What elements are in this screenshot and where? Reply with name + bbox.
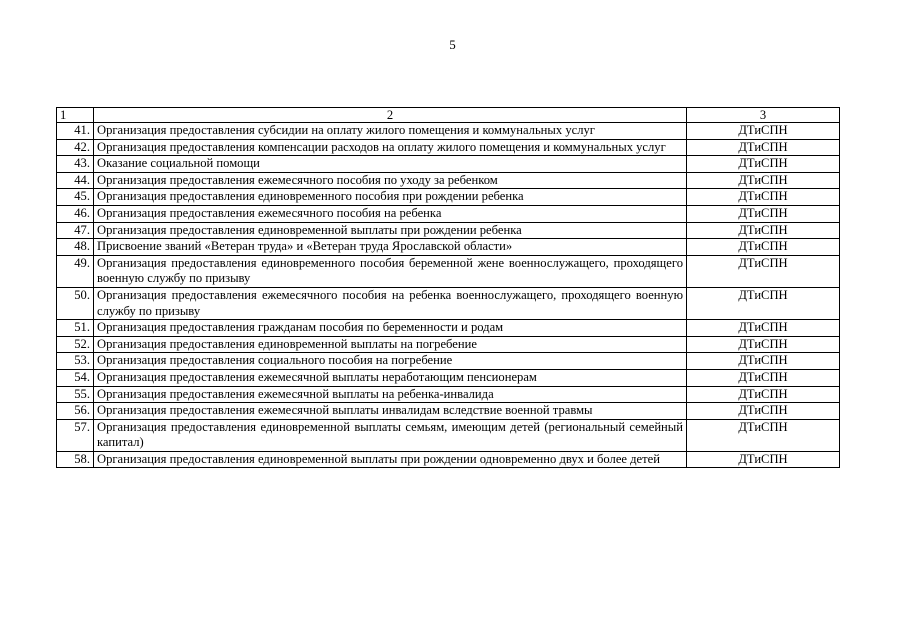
responsible-department: ДТиСПН xyxy=(687,205,840,222)
table-row xyxy=(57,403,840,420)
responsible-department: ДТиСПН xyxy=(687,255,840,287)
responsible-department: ДТиСПН xyxy=(687,403,840,420)
header-cell-number: 1 xyxy=(57,108,94,123)
responsible-department: ДТиСПН xyxy=(687,222,840,239)
service-name: Организация предоставления единовременного пособия беременной жене военнослужащего, проходящего военную службу по призыву xyxy=(94,255,687,287)
service-name: Организация предоставления гражданам пособия по беременности и родам xyxy=(94,320,687,337)
row-number: 54. xyxy=(57,369,94,386)
row-number: 52. xyxy=(57,336,94,353)
responsible-department: ДТиСПН xyxy=(687,189,840,206)
table-row xyxy=(57,123,840,140)
responsible-department: ДТиСПН xyxy=(687,123,840,140)
table-row xyxy=(57,172,840,189)
table-row xyxy=(57,205,840,222)
table-header-row xyxy=(57,108,840,123)
row-number: 46. xyxy=(57,205,94,222)
responsible-department: ДТиСПН xyxy=(687,172,840,189)
service-name: Присвоение званий «Ветеран труда» и «Ветеран труда Ярославской области» xyxy=(94,239,687,256)
row-number: 47. xyxy=(57,222,94,239)
responsible-department: ДТиСПН xyxy=(687,239,840,256)
responsible-department: ДТиСПН xyxy=(687,156,840,173)
table-row xyxy=(57,369,840,386)
table-row xyxy=(57,419,840,451)
service-name: Организация предоставления социального пособия на погребение xyxy=(94,353,687,370)
row-number: 42. xyxy=(57,139,94,156)
service-name: Организация предоставления ежемесячной выплаты неработающим пенсионерам xyxy=(94,369,687,386)
row-number: 44. xyxy=(57,172,94,189)
row-number: 49. xyxy=(57,255,94,287)
service-name: Организация предоставления ежемесячной выплаты на ребенка-инвалида xyxy=(94,386,687,403)
service-name: Организация предоставления единовременной выплаты на погребение xyxy=(94,336,687,353)
table-row xyxy=(57,255,840,287)
responsible-department: ДТиСПН xyxy=(687,369,840,386)
service-name: Организация предоставления ежемесячного пособия по уходу за ребенком xyxy=(94,172,687,189)
row-number: 45. xyxy=(57,189,94,206)
responsible-department: ДТиСПН xyxy=(687,353,840,370)
table-row xyxy=(57,139,840,156)
service-name: Организация предоставления ежемесячного пособия на ребенка xyxy=(94,205,687,222)
page-number: 5 xyxy=(449,37,456,52)
table-row xyxy=(57,156,840,173)
responsible-department: ДТиСПН xyxy=(687,386,840,403)
service-name: Организация предоставления ежемесячной выплаты инвалидам вследствие военной травмы xyxy=(94,403,687,420)
table-row xyxy=(57,386,840,403)
row-number: 56. xyxy=(57,403,94,420)
row-number: 50. xyxy=(57,287,94,319)
responsible-department: ДТиСПН xyxy=(687,139,840,156)
table-row xyxy=(57,189,840,206)
service-name: Организация предоставления ежемесячного пособия на ребенка военнослужащего, проходящего военную службу по призыву xyxy=(94,287,687,319)
row-number: 48. xyxy=(57,239,94,256)
header-cell-name: 2 xyxy=(94,108,687,123)
table-row xyxy=(57,320,840,337)
table-row xyxy=(57,336,840,353)
service-name: Организация предоставления единовременной выплаты при рождении ребенка xyxy=(94,222,687,239)
table-row xyxy=(57,239,840,256)
responsible-department: ДТиСПН xyxy=(687,451,840,468)
service-name: Организация предоставления единовременной выплаты при рождении одновременно двух и более детей xyxy=(94,451,687,468)
responsible-department: ДТиСПН xyxy=(687,419,840,451)
row-number: 51. xyxy=(57,320,94,337)
row-number: 43. xyxy=(57,156,94,173)
service-name: Оказание социальной помощи xyxy=(94,156,687,173)
responsible-department: ДТиСПН xyxy=(687,320,840,337)
table-row xyxy=(57,451,840,468)
responsible-department: ДТиСПН xyxy=(687,287,840,319)
table-row xyxy=(57,222,840,239)
service-name: Организация предоставления единовременного пособия при рождении ребенка xyxy=(94,189,687,206)
responsible-department: ДТиСПН xyxy=(687,336,840,353)
services-table xyxy=(56,107,840,468)
header-cell-organization: 3 xyxy=(687,108,840,123)
table-row xyxy=(57,287,840,319)
row-number: 58. xyxy=(57,451,94,468)
row-number: 53. xyxy=(57,353,94,370)
row-number: 41. xyxy=(57,123,94,140)
row-number: 57. xyxy=(57,419,94,451)
service-name: Организация предоставления субсидии на оплату жилого помещения и коммунальных услуг xyxy=(94,123,687,140)
service-name: Организация предоставления единовременной выплаты семьям, имеющим детей (региональный семейный капитал) xyxy=(94,419,687,451)
service-name: Организация предоставления компенсации расходов на оплату жилого помещения и коммунальных услуг xyxy=(94,139,687,156)
table-row xyxy=(57,353,840,370)
row-number: 55. xyxy=(57,386,94,403)
